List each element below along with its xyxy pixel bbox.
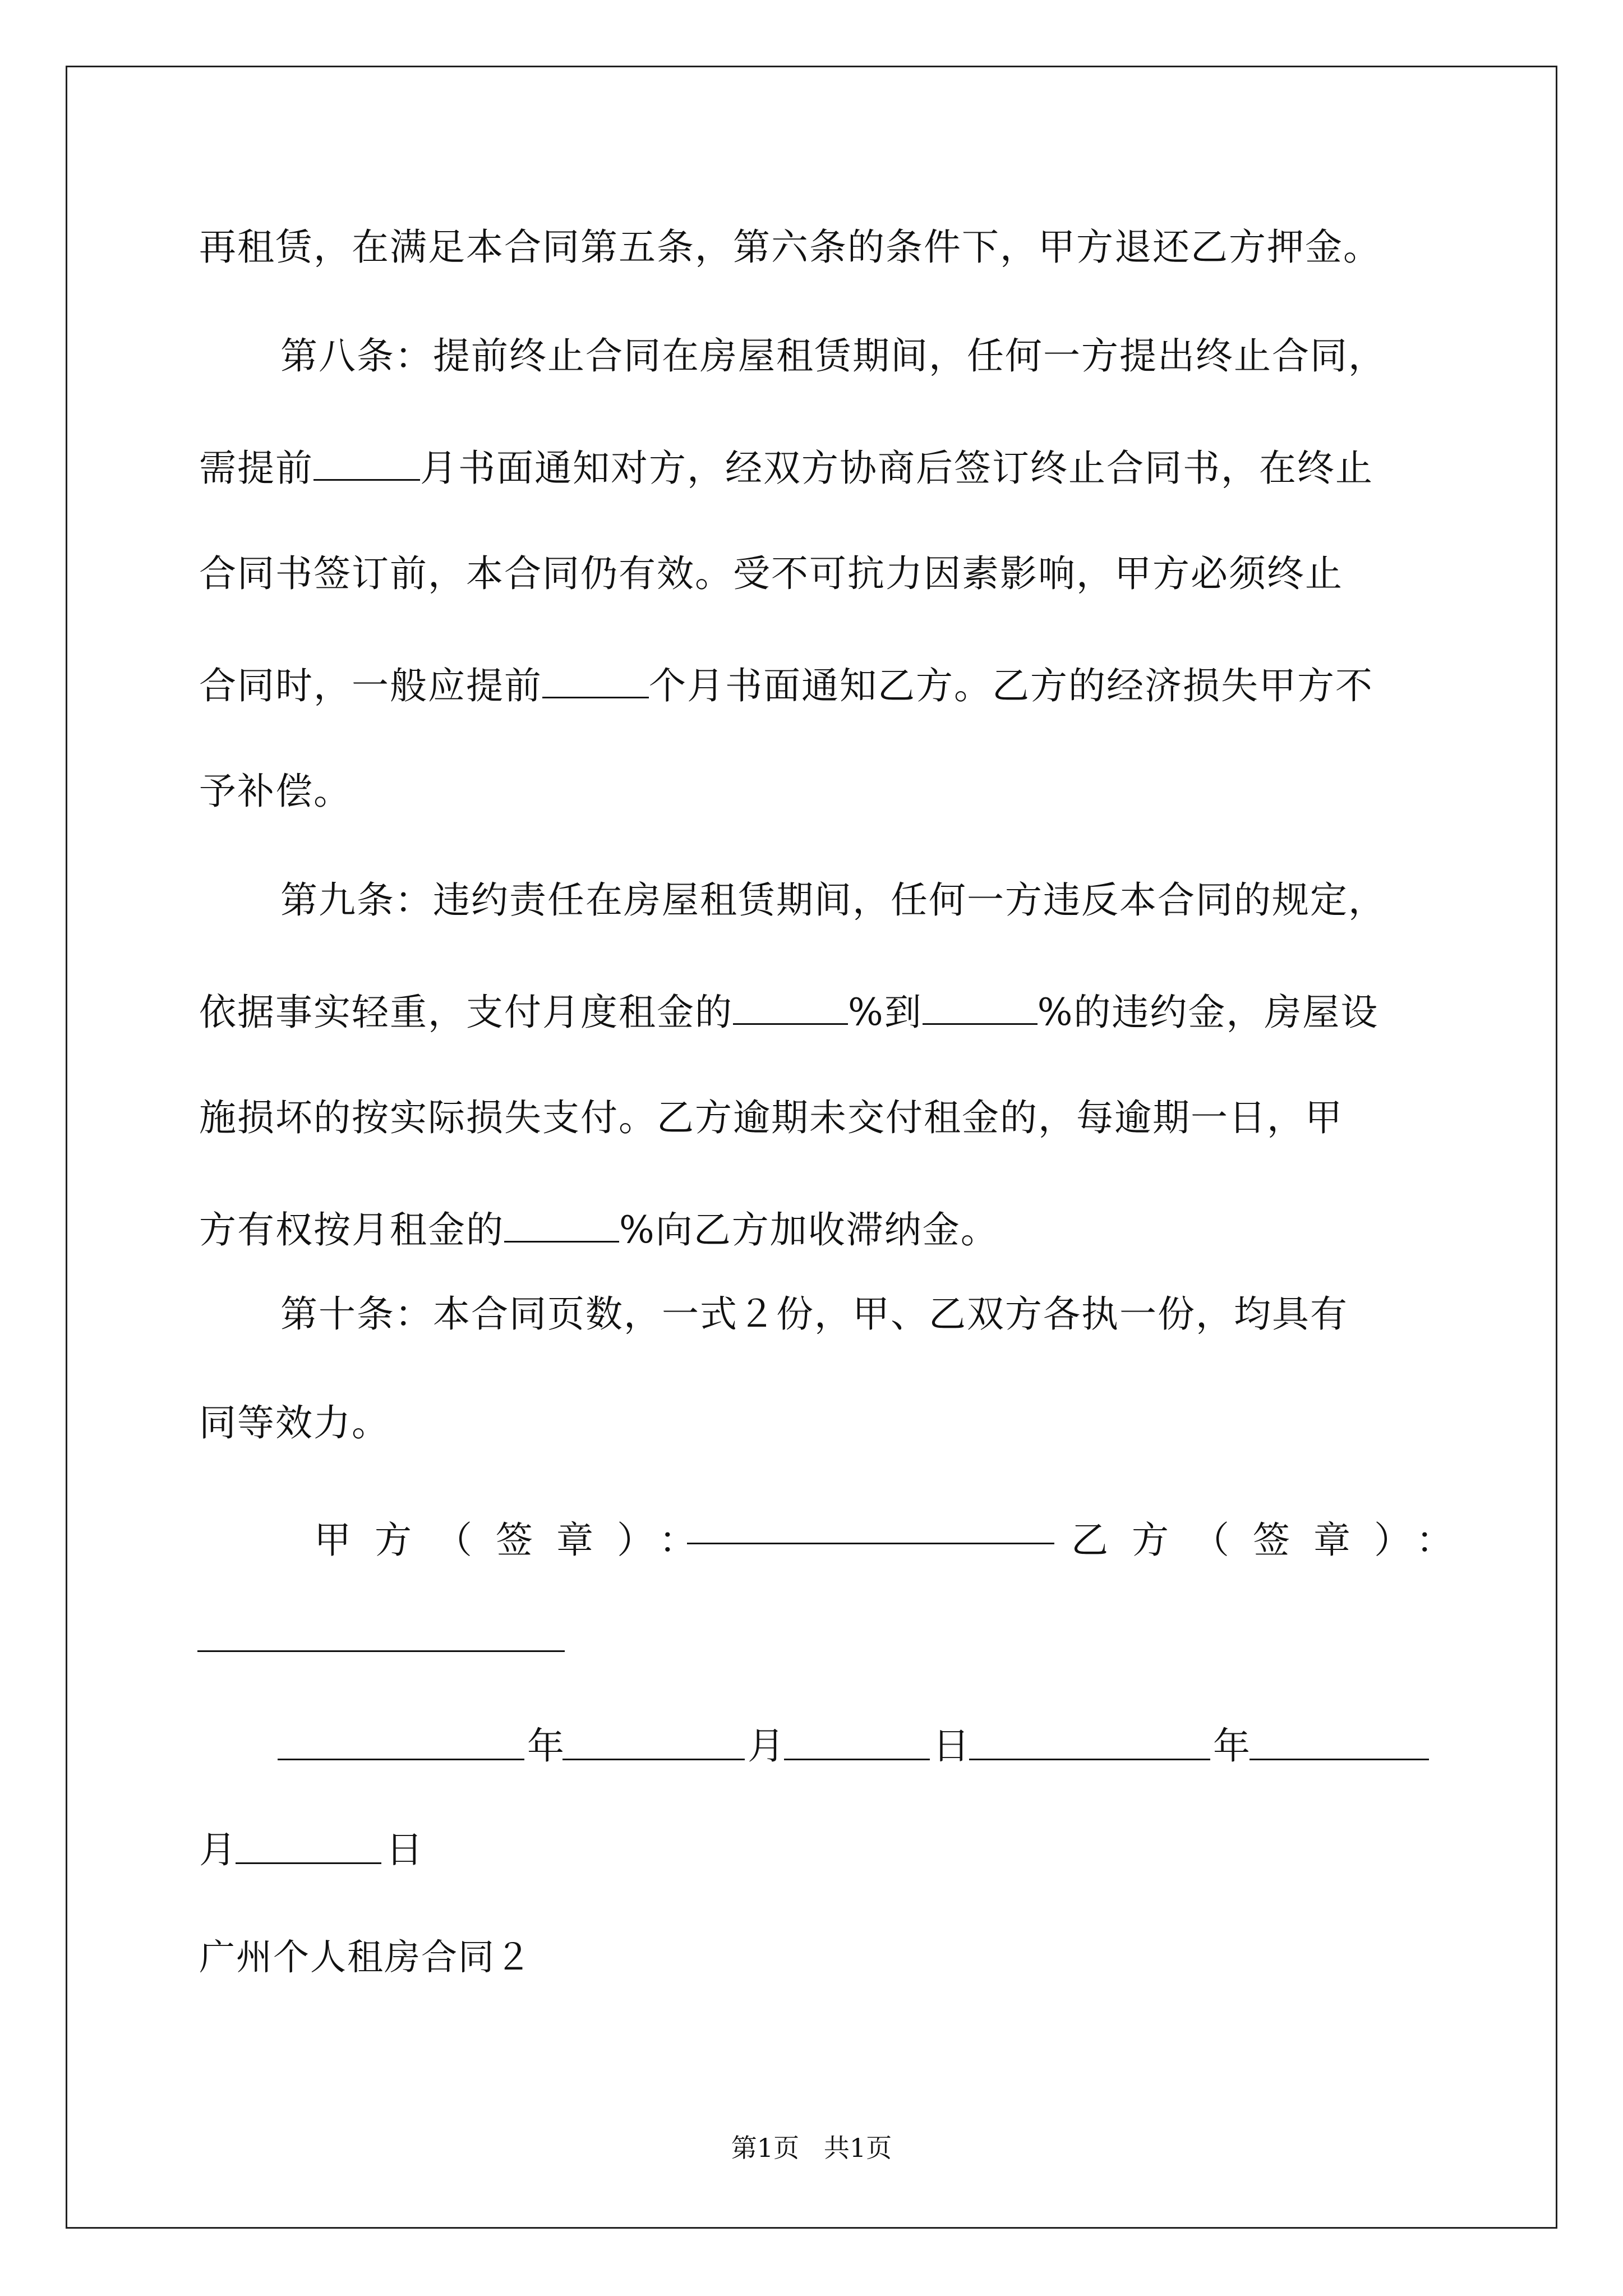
section-heading: 广州个人租房合同２ (199, 1937, 532, 1978)
paragraph-line: 施损坏的按实际损失支付。乙方逾期未交付租金的，每逾期一日，甲 (199, 1096, 1343, 1139)
party-a-signature-line[interactable] (687, 1543, 1054, 1544)
article-8-heading: 第八条：提前终止合同在房屋租赁期间，任何一方提出终止合同， (280, 334, 1386, 378)
month-label: 月 (199, 1828, 237, 1871)
date-blank[interactable] (562, 1759, 745, 1760)
paragraph-line: 予补偿。 (199, 770, 352, 813)
paragraph-line (199, 1208, 999, 1249)
article-10-heading: 第十条：本合同页数，一式２份，甲、乙双方各执一份，均具有 (280, 1292, 1348, 1336)
paragraph-line: 再租赁，在满足本合同第五条，第六条的条件下，甲方退还乙方押金。 (199, 226, 1381, 269)
blank-field[interactable] (733, 991, 848, 1025)
paragraph-line: 合同书签订前，本合同仍有效。受不可抗力因素影响，甲方必须终止 (199, 552, 1343, 595)
text-span: 个月书面通知乙方。乙方的经济损失甲方不 (649, 664, 1373, 707)
blank-field[interactable] (504, 1208, 619, 1243)
text-span: %向乙方加收滞纳金。 (619, 1208, 999, 1251)
day-label: 日 (933, 1724, 971, 1768)
blank-field[interactable] (923, 991, 1038, 1025)
text-span: 需提前 (199, 447, 313, 490)
party-a-signature-label: 甲方（签章）： (314, 1519, 720, 1562)
article-9-heading: 第九条：违约责任在房屋租赁期间，任何一方违反本合同的规定， (280, 878, 1386, 922)
party-b-signature-label: 乙方（签章）： (1071, 1519, 1477, 1562)
day-label: 日 (386, 1828, 424, 1871)
page-footer: 第1页 共1页 (731, 2133, 892, 2163)
date-blank[interactable] (236, 1862, 381, 1864)
text-span: %的违约金，房屋设 (1037, 991, 1379, 1034)
paragraph-line (199, 664, 1373, 705)
date-blank[interactable] (784, 1759, 930, 1760)
year-label: 年 (527, 1724, 565, 1768)
date-blank[interactable] (969, 1759, 1210, 1760)
month-label: 月 (748, 1724, 786, 1768)
paragraph-line (199, 991, 1379, 1034)
party-b-signature-line[interactable] (197, 1650, 565, 1652)
date-blank[interactable] (1249, 1759, 1429, 1760)
text-span: %到 (848, 991, 923, 1034)
paragraph-line (199, 447, 1373, 490)
text-span: 合同时，一般应提前 (199, 664, 542, 707)
text-span: 月书面通知对方，经双方协商后签订终止合同书，在终止 (420, 447, 1373, 490)
date-blank[interactable] (278, 1759, 524, 1760)
year-label: 年 (1213, 1724, 1251, 1768)
paragraph-line: 同等效力。 (199, 1401, 390, 1444)
text-span: 方有权按月租金的 (199, 1208, 504, 1251)
blank-field[interactable] (542, 664, 649, 698)
page-border (66, 66, 1557, 2229)
text-span: 依据事实轻重，支付月度租金的 (199, 991, 733, 1034)
blank-field[interactable] (313, 447, 420, 481)
